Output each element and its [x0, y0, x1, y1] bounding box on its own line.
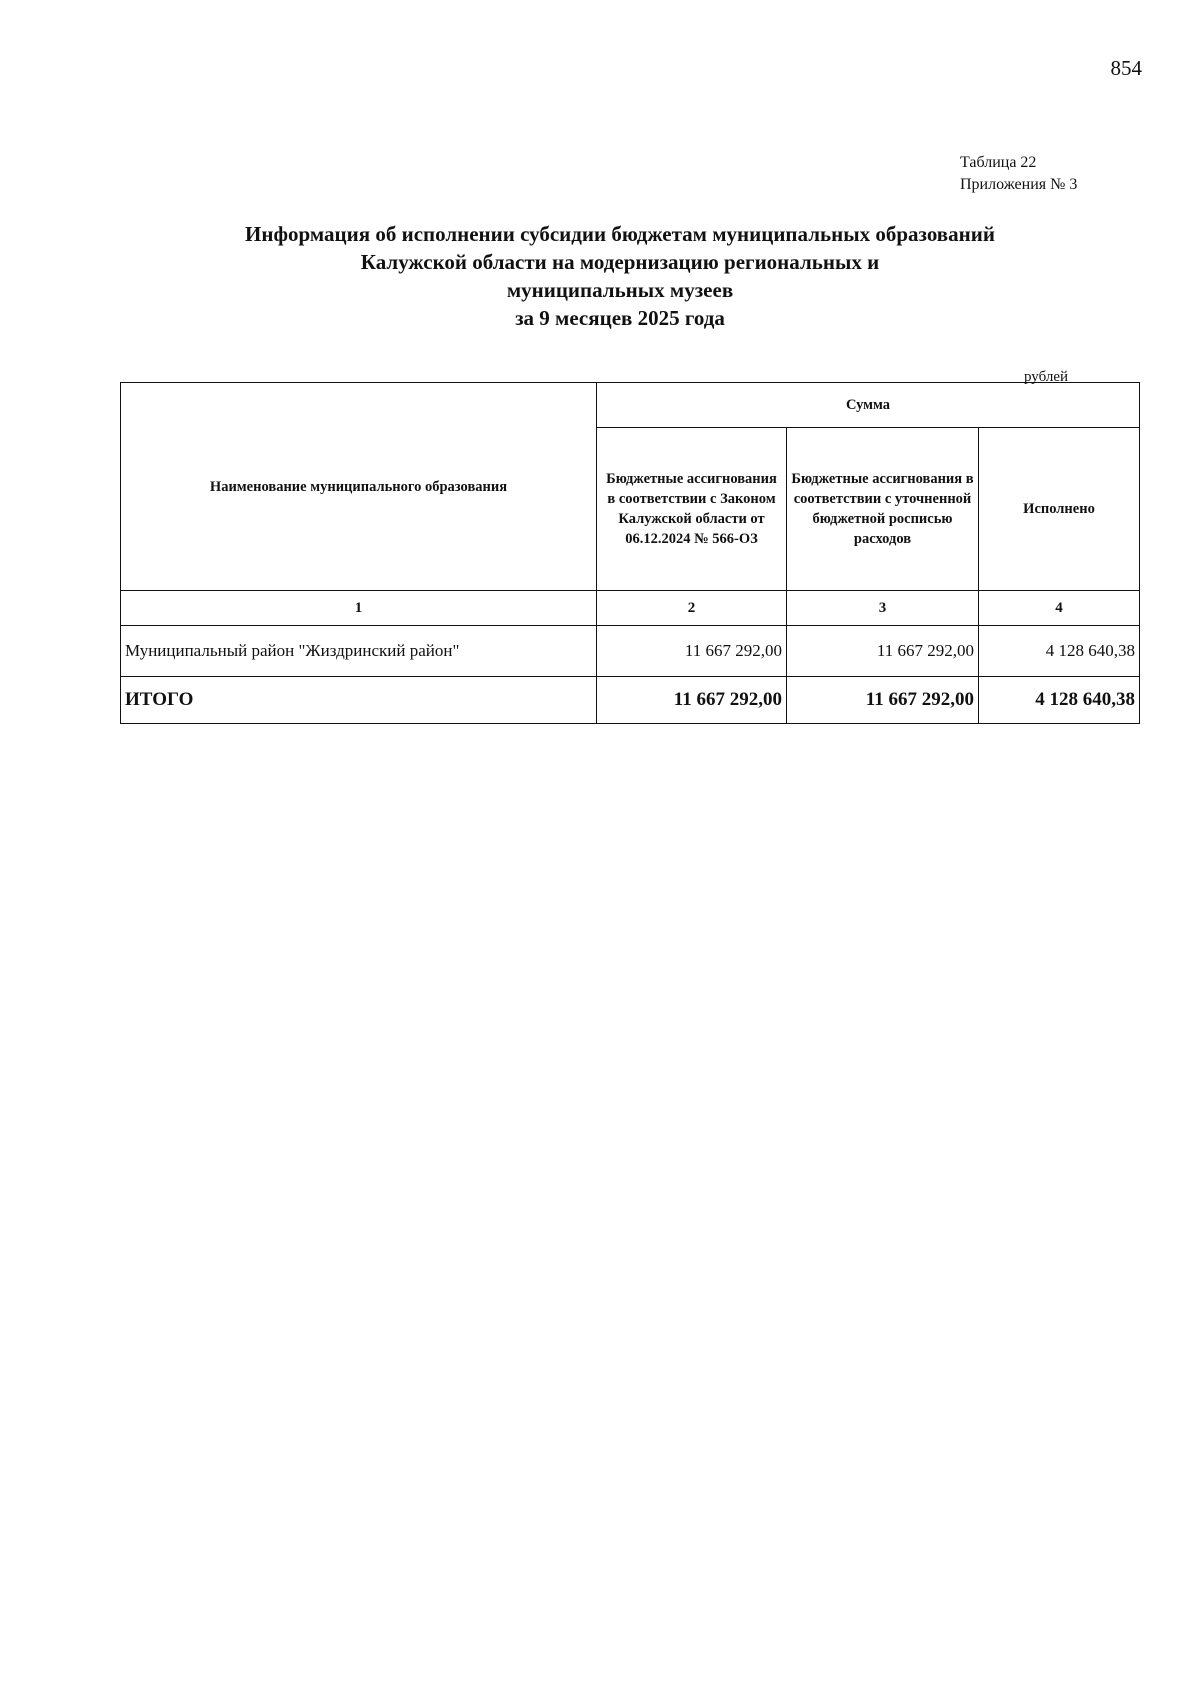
- appendix-number: Приложения № 3: [960, 176, 1078, 193]
- column-number: 2: [597, 591, 787, 626]
- column-number: 3: [787, 591, 979, 626]
- title-line-2: Калужской области на модернизацию региональных и: [360, 250, 880, 274]
- total-law-allocation: 11 667 292,00: [597, 677, 787, 724]
- column-number: 1: [121, 591, 597, 626]
- header-row-top: [121, 383, 1140, 428]
- page-number: 854: [1110, 56, 1142, 80]
- header-refined-allocation: Бюджетные ассигнования в соответствии с уточненной бюджетной росписью расходов: [787, 428, 979, 591]
- refined-allocation-value: 11 667 292,00: [787, 626, 979, 677]
- header-law-allocation: Бюджетные ассигнования в соответствии с Законом Калужской области от 06.12.2024 № 566-ОЗ: [597, 428, 787, 591]
- header-executed: Исполнено: [979, 428, 1140, 591]
- law-allocation-value: 11 667 292,00: [597, 626, 787, 677]
- header-name-column: Наименование муниципального образования: [121, 383, 597, 591]
- column-number: 4: [979, 591, 1140, 626]
- total-refined-allocation: 11 667 292,00: [787, 677, 979, 724]
- title-line-1: Информация об исполнении субсидии бюджетам муниципальных образований: [245, 222, 995, 246]
- title-line-4: за 9 месяцев 2025 года: [515, 306, 725, 330]
- report-table: [120, 382, 1140, 724]
- table-number: Таблица 22: [960, 154, 1037, 171]
- executed-value: 4 128 640,38: [979, 626, 1140, 677]
- header-summa: Сумма: [597, 383, 1140, 428]
- municipality-name: Муниципальный район "Жиздринский район": [121, 626, 597, 677]
- table-row: [121, 626, 1140, 677]
- total-executed: 4 128 640,38: [979, 677, 1140, 724]
- total-label: ИТОГО: [121, 677, 597, 724]
- title-line-3: муниципальных музеев: [506, 278, 734, 302]
- total-row: [121, 677, 1140, 724]
- column-number-row: [121, 591, 1140, 626]
- unit-label: рублей: [1024, 369, 1069, 385]
- table-reference: [960, 152, 1077, 196]
- document-title: [160, 220, 1080, 332]
